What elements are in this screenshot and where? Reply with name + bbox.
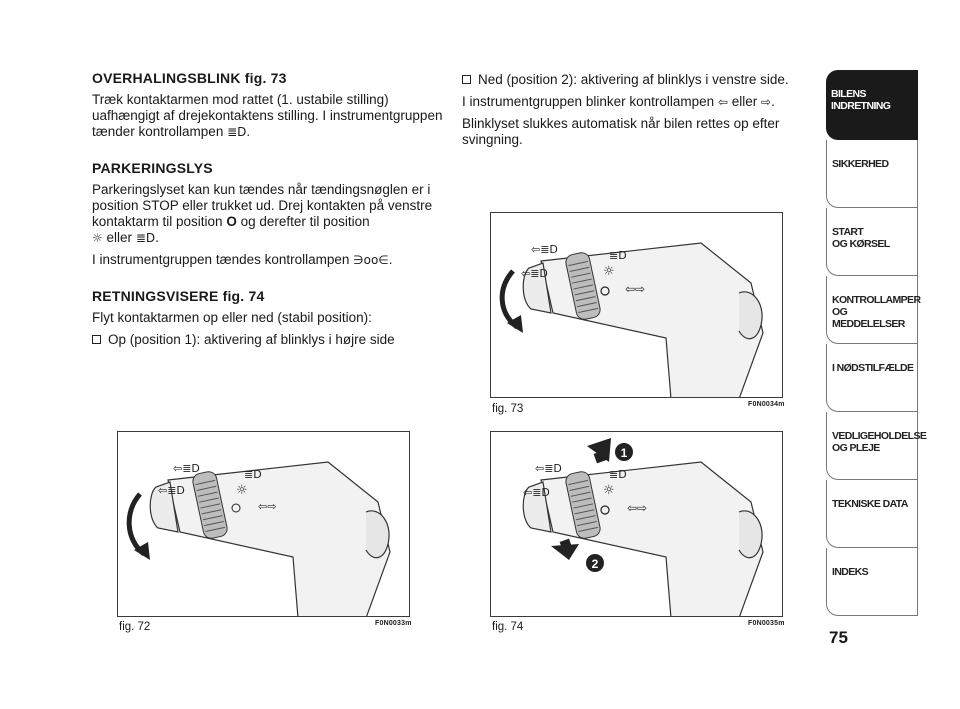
- page-number: 75: [829, 628, 848, 647]
- figure-72-code: F0N0033m: [375, 620, 412, 627]
- svg-text:⇦≣D: ⇦≣D: [523, 486, 550, 499]
- marker-1-label: 1: [620, 446, 628, 460]
- stalk-illustration: [491, 432, 783, 617]
- auto-off-paragraph: Blinklyset slukkes automatisk når bilen rettes op efter svingning.: [462, 116, 780, 147]
- high-beam-icon: ≣D: [135, 231, 156, 245]
- svg-text:≣D: ≣D: [609, 468, 627, 481]
- svg-text:⇦≣D: ⇦≣D: [531, 243, 558, 256]
- svg-text:⇦≣D: ⇦≣D: [158, 484, 185, 497]
- svg-text:⇦≣D: ⇦≣D: [535, 462, 562, 475]
- indicators-paragraph: Flyt kontaktarmen op eller ned (stabil position):: [92, 310, 372, 325]
- figure-74-caption: fig. 74: [492, 621, 524, 633]
- right-column: [462, 72, 812, 154]
- tab-sikkerhed[interactable]: SIKKERHED: [826, 140, 918, 208]
- arrow-right-icon: ⇨: [761, 95, 772, 109]
- heading-indicators: RETNINGSVISERE fig. 74: [92, 288, 265, 304]
- tab-i-nodstilfaelde[interactable]: I NØDSTILFÆLDE: [826, 344, 918, 412]
- tab-start-og-korsel[interactable]: START OG KØRSEL: [826, 208, 918, 276]
- figure-72: [117, 431, 410, 617]
- svg-text:☼: ☼: [236, 483, 248, 498]
- arrow-left-icon: ⇦: [717, 95, 728, 109]
- figure-74-code: F0N0035m: [748, 620, 785, 627]
- parking-paragraph-1: Parkeringslyset kan kun tændes når tændingsnøglen er i position STOP eller trukket ud. Drej kontakten på venstre kontaktarm til position O og derefter til position ☼ eller ≣D.: [92, 182, 433, 245]
- figure-72-caption: fig. 72: [119, 621, 151, 633]
- marker-2-label: 2: [591, 557, 599, 571]
- stalk-illustration: [491, 213, 783, 398]
- overtaking-paragraph: Træk kontaktarmen mod rattet (1. ustabile stilling) uafhængigt af drejekontaktens stilling. I instrumentgruppen tænder kontrollampen ≣D.: [92, 92, 443, 139]
- tab-indeks[interactable]: INDEKS: [826, 548, 918, 616]
- figure-73: [490, 212, 783, 398]
- left-column: [92, 70, 447, 354]
- svg-text:☼: ☼: [603, 483, 615, 498]
- cluster-paragraph: I instrumentgruppen blinker kontrollampen ⇦ eller ⇨.: [462, 94, 775, 109]
- svg-text:⇦⇨: ⇦⇨: [625, 282, 646, 296]
- figure-74: [490, 431, 783, 617]
- tab-kontrollamper[interactable]: KONTROLLAMPER OG MEDDELELSER: [826, 276, 918, 344]
- heading-overtaking: OVERHALINGSBLINK fig. 73: [92, 70, 287, 86]
- tab-vedligeholdelse[interactable]: VEDLIGEHOLDELSE OG PLEJE: [826, 412, 918, 480]
- svg-text:⇦⇨: ⇦⇨: [627, 501, 648, 515]
- svg-text:☼: ☼: [603, 264, 615, 279]
- tab-bilens-indretning[interactable]: BILENS INDRETNING: [826, 70, 918, 140]
- svg-text:≣D: ≣D: [244, 468, 262, 481]
- svg-text:⇦⇨: ⇦⇨: [258, 500, 277, 513]
- parking-paragraph-2: I instrumentgruppen tændes kontrollampen ∋oo∈.: [92, 252, 393, 267]
- bullet-up: Op (position 1): aktivering af blinklys i højre side: [92, 332, 447, 348]
- heading-parking: PARKERINGSLYS: [92, 160, 213, 176]
- figure-73-code: F0N0034m: [748, 401, 785, 408]
- bullet-down: Ned (position 2): aktivering af blinklys i venstre side.: [462, 72, 812, 88]
- svg-text:≣D: ≣D: [609, 249, 627, 262]
- side-lights-icon: ∋oo∈: [353, 253, 389, 267]
- figure-73-caption: fig. 73: [492, 403, 524, 415]
- checkbox-bullet-icon: [92, 335, 101, 344]
- stalk-illustration: [118, 432, 410, 617]
- high-beam-icon: ≣D: [227, 125, 247, 139]
- tab-tekniske-data[interactable]: TEKNISKE DATA: [826, 480, 918, 548]
- checkbox-bullet-icon: [462, 75, 471, 84]
- svg-text:⇦≣D: ⇦≣D: [521, 267, 548, 280]
- sun-icon: ☼: [92, 231, 103, 245]
- svg-text:⇦≣D: ⇦≣D: [173, 462, 200, 475]
